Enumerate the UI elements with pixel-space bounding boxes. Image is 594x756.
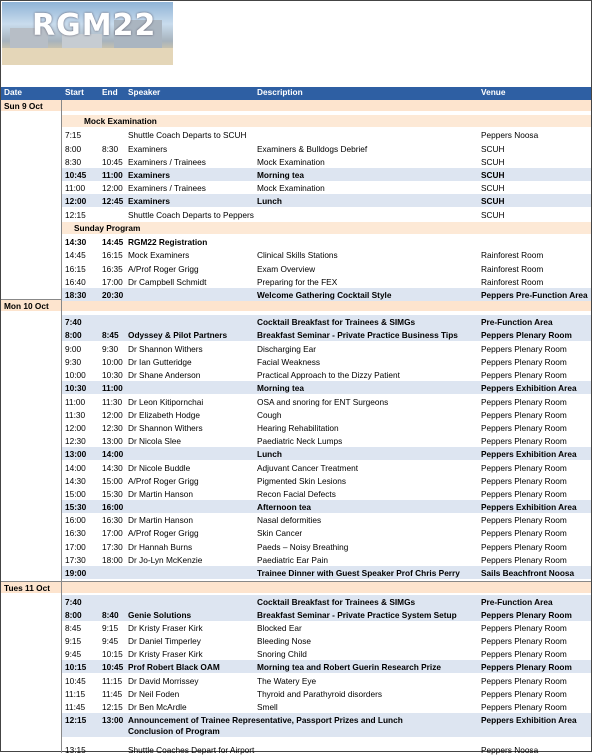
- cell-speaker: Examiners: [128, 196, 170, 206]
- cell-venue: Peppers Exhibition Area: [481, 449, 577, 459]
- table-row: [62, 395, 591, 408]
- table-header: [1, 87, 591, 100]
- cell-end: 8:45: [102, 330, 119, 340]
- cell-description: The Watery Eye: [257, 676, 317, 686]
- cell-start: 8:00: [65, 144, 82, 154]
- cell-speaker: Announcement of Trainee Representative, Passport Prizes and Lunch: [128, 715, 403, 725]
- cell-description: Lunch: [257, 196, 282, 206]
- cell-venue: Peppers Plenary Room: [481, 436, 567, 446]
- cell-speaker: Dr Ben McArdle: [128, 702, 187, 712]
- cell-speaker: Dr Jo-Lyn McKenzie: [128, 555, 203, 565]
- header-description: Description: [257, 87, 303, 97]
- cell-description: Practical Approach to the Dizzy Patient: [257, 370, 400, 380]
- cell-end: 8:40: [102, 610, 119, 620]
- cell-description: Cocktail Breakfast for Trainees & SIMGs: [257, 597, 416, 607]
- cell-end: 14:30: [102, 463, 123, 473]
- table-row: [62, 634, 591, 647]
- rgm22-logo: [2, 2, 173, 65]
- cell-end: 17:00: [102, 277, 123, 287]
- cell-description: Morning tea and Robert Guerin Research Prize: [257, 662, 441, 672]
- cell-speaker: RGM22 Registration: [128, 237, 208, 247]
- cell-end: 15:00: [102, 476, 123, 486]
- cell-speaker: A/Prof Roger Grigg: [128, 528, 199, 538]
- cell-description: Blocked Ear: [257, 623, 302, 633]
- cell-venue: Sails Beachfront Noosa: [481, 568, 575, 578]
- table-row: [62, 553, 591, 566]
- cell-end: 13:00: [102, 715, 124, 725]
- table-row: [62, 235, 591, 248]
- cell-speaker: Dr Daniel Timperley: [128, 636, 201, 646]
- cell-start: 11:30: [65, 410, 86, 420]
- cell-start: 10:45: [65, 676, 86, 686]
- cell-description: Facial Weakness: [257, 357, 321, 367]
- table-row: [62, 194, 591, 207]
- cell-end: 20:30: [102, 290, 124, 300]
- cell-description: Paediatric Neck Lumps: [257, 436, 343, 446]
- cell-end: 16:30: [102, 515, 123, 525]
- cell-description: Snoring Child: [257, 649, 307, 659]
- day-row: [1, 100, 591, 111]
- cell-end: 14:45: [102, 237, 124, 247]
- cell-start: 15:00: [65, 489, 86, 499]
- cell-start: 14:30: [65, 476, 86, 486]
- cell-description: Paeds – Noisy Breathing: [257, 542, 349, 552]
- cell-description: Morning tea: [257, 383, 305, 393]
- cell-speaker-line2: Conclusion of Program: [128, 726, 220, 736]
- cell-description: Bleeding Nose: [257, 636, 311, 646]
- table-row: [62, 700, 591, 713]
- table-row: [62, 181, 591, 194]
- table-row: [62, 262, 591, 275]
- cell-description: Paediatric Ear Pain: [257, 555, 329, 565]
- cell-description: Breakfast Seminar - Private Practice System Setup: [257, 610, 457, 620]
- section-row: [62, 115, 591, 127]
- cell-start: 17:30: [65, 555, 86, 565]
- cell-start: 14:45: [65, 250, 86, 260]
- cell-speaker: Dr Elizabeth Hodge: [128, 410, 200, 420]
- cell-venue: SCUH: [481, 210, 505, 220]
- cell-description: OSA and snoring for ENT Surgeons: [257, 397, 389, 407]
- cell-speaker: Dr Shannon Withers: [128, 344, 203, 354]
- cell-speaker: Dr Leon Kitipornchai: [128, 397, 204, 407]
- cell-description: Breakfast Seminar - Private Practice Business Tips: [257, 330, 458, 340]
- cell-start: 14:30: [65, 237, 87, 247]
- table-row: [62, 461, 591, 474]
- cell-speaker: Dr Shane Anderson: [128, 370, 201, 380]
- cell-speaker: A/Prof Roger Grigg: [128, 476, 199, 486]
- cell-end: 12:15: [102, 702, 123, 712]
- cell-description: Smell: [257, 702, 278, 712]
- cell-start: 8:00: [65, 610, 82, 620]
- cell-venue: Peppers Plenary Room: [481, 370, 567, 380]
- cell-end: 10:00: [102, 357, 123, 367]
- cell-end: 9:30: [102, 344, 119, 354]
- cell-description: Morning tea: [257, 170, 305, 180]
- cell-venue: SCUH: [481, 183, 505, 193]
- cell-venue: Peppers Exhibition Area: [481, 715, 577, 725]
- cell-end: 12:00: [102, 183, 123, 193]
- table-row: [62, 168, 591, 181]
- cell-description: Cocktail Breakfast for Trainees & SIMGs: [257, 317, 416, 327]
- cell-description: Skin Cancer: [257, 528, 303, 538]
- cell-start: 18:30: [65, 290, 87, 300]
- cell-description: Lunch: [257, 449, 282, 459]
- cell-start: 15:30: [65, 502, 87, 512]
- cell-description: Exam Overview: [257, 264, 316, 274]
- cell-start: 16:15: [65, 264, 86, 274]
- cell-description: Clinical Skills Stations: [257, 250, 338, 260]
- day-label: Sun 9 Oct: [4, 101, 43, 111]
- cell-venue: Pre-Function Area: [481, 317, 553, 327]
- day-row: [1, 300, 591, 311]
- cell-venue: Peppers Plenary Room: [481, 397, 567, 407]
- cell-start: 10:30: [65, 383, 87, 393]
- table-row: [62, 513, 591, 526]
- cell-description: Examiners & Bulldogs Debrief: [257, 144, 368, 154]
- header-start: Start: [65, 87, 84, 97]
- cell-venue: Peppers Plenary Room: [481, 463, 567, 473]
- cell-description: Recon Facial Defects: [257, 489, 336, 499]
- cell-start: 7:15: [65, 130, 82, 140]
- cell-start: 11:00: [65, 183, 86, 193]
- cell-venue: Peppers Plenary Room: [481, 676, 567, 686]
- cell-speaker: Dr Nicole Buddle: [128, 463, 191, 473]
- table-row: [62, 208, 591, 221]
- cell-start: 12:15: [65, 210, 86, 220]
- cell-venue: Rainforest Room: [481, 277, 544, 287]
- cell-start: 9:30: [65, 357, 82, 367]
- cell-start: 10:15: [65, 662, 87, 672]
- table-row: [62, 248, 591, 261]
- cell-speaker: Shuttle Coach Departs to Peppers: [128, 210, 254, 220]
- cell-venue: SCUH: [481, 196, 505, 206]
- cell-speaker: Shuttle Coaches Depart for Airport: [128, 745, 255, 755]
- cell-venue: Peppers Plenary Room: [481, 330, 572, 340]
- table-row: [62, 142, 591, 155]
- cell-start: 12:00: [65, 423, 86, 433]
- cell-end: 18:00: [102, 555, 123, 565]
- cell-speaker: Dr Neil Foden: [128, 689, 180, 699]
- cell-venue: Peppers Plenary Room: [481, 357, 567, 367]
- table-row: [62, 660, 591, 673]
- cell-venue: Peppers Exhibition Area: [481, 383, 577, 393]
- cell-description: Preparing for the FEX: [257, 277, 338, 287]
- cell-end: 12:00: [102, 410, 123, 420]
- cell-venue: Rainforest Room: [481, 264, 544, 274]
- cell-venue: Peppers Plenary Room: [481, 423, 567, 433]
- cell-description: Adjuvant Cancer Treatment: [257, 463, 358, 473]
- table-row: [62, 447, 591, 460]
- cell-end: 10:45: [102, 662, 124, 672]
- cell-start: 13:15: [65, 745, 86, 755]
- table-row: [62, 540, 591, 553]
- cell-venue: Peppers Plenary Room: [481, 528, 567, 538]
- cell-description: Thyroid and Parathyroid disorders: [257, 689, 382, 699]
- cell-start: 16:00: [65, 515, 86, 525]
- cell-end: 10:15: [102, 649, 123, 659]
- cell-end: 11:15: [102, 676, 123, 686]
- table-row: [62, 421, 591, 434]
- cell-venue: Peppers Exhibition Area: [481, 502, 577, 512]
- cell-description: Discharging Ear: [257, 344, 317, 354]
- cell-description: Welcome Gathering Cocktail Style: [257, 290, 392, 300]
- cell-speaker: Genie Solutions: [128, 610, 192, 620]
- cell-start: 11:00: [65, 397, 86, 407]
- cell-start: 8:30: [65, 157, 82, 167]
- cell-venue: SCUH: [481, 170, 505, 180]
- cell-start: 8:00: [65, 330, 82, 340]
- table-row: [62, 674, 591, 687]
- header-speaker: Speaker: [128, 87, 161, 97]
- cell-start: 9:45: [65, 649, 82, 659]
- table-row: [62, 328, 591, 341]
- table-row: [62, 434, 591, 447]
- cell-end: 11:00: [102, 383, 123, 393]
- table-row: [62, 474, 591, 487]
- cell-speaker: Odyssey & Pilot Partners: [128, 330, 228, 340]
- day-label: Tues 11 Oct: [4, 583, 50, 593]
- table-row: [62, 743, 591, 756]
- cell-end: 11:45: [102, 689, 123, 699]
- cell-speaker: Dr Martin Hanson: [128, 489, 194, 499]
- cell-end: 8:30: [102, 144, 119, 154]
- cell-end: 16:15: [102, 250, 123, 260]
- cell-start: 10:00: [65, 370, 86, 380]
- section-label: Sunday Program: [74, 223, 141, 233]
- cell-description: Nasal deformities: [257, 515, 322, 525]
- cell-venue: Peppers Plenary Room: [481, 542, 567, 552]
- cell-speaker: Examiners / Trainees: [128, 183, 206, 193]
- cell-start: 14:00: [65, 463, 86, 473]
- cell-venue: Peppers Plenary Room: [481, 662, 572, 672]
- cell-speaker: Dr Kristy Fraser Kirk: [128, 623, 203, 633]
- table-row: [62, 687, 591, 700]
- cell-end: 10:30: [102, 370, 123, 380]
- cell-start: 8:45: [65, 623, 82, 633]
- cell-start: 9:00: [65, 344, 82, 354]
- table-row: [62, 566, 591, 579]
- cell-start: 7:40: [65, 597, 82, 607]
- cell-venue: Peppers Plenary Room: [481, 702, 567, 712]
- table-row: [62, 647, 591, 660]
- cell-venue: Peppers Plenary Room: [481, 623, 567, 633]
- cell-venue: Peppers Plenary Room: [481, 515, 567, 525]
- day-row: [1, 582, 591, 593]
- cell-speaker: Shuttle Coach Departs to SCUH: [128, 130, 247, 140]
- cell-end: 14:00: [102, 449, 124, 459]
- cell-speaker: Dr Nicola Slee: [128, 436, 182, 446]
- cell-end: 12:45: [102, 196, 124, 206]
- cell-venue: Peppers Plenary Room: [481, 649, 567, 659]
- cell-venue: Peppers Plenary Room: [481, 610, 572, 620]
- cell-speaker: Examiners: [128, 144, 168, 154]
- cell-venue: Peppers Plenary Room: [481, 476, 567, 486]
- cell-venue: Peppers Plenary Room: [481, 489, 567, 499]
- table-row: [62, 155, 591, 168]
- table-row: [62, 713, 591, 737]
- cell-venue: SCUH: [481, 144, 505, 154]
- cell-venue: Peppers Plenary Room: [481, 689, 567, 699]
- cell-speaker: Examiners: [128, 170, 170, 180]
- header-venue: Venue: [481, 87, 506, 97]
- cell-end: 16:35: [102, 264, 123, 274]
- row-separator: [1, 581, 591, 582]
- table-row: [62, 315, 591, 328]
- cell-speaker: Dr Campbell Schmidt: [128, 277, 207, 287]
- cell-venue: Peppers Noosa: [481, 130, 539, 140]
- cell-start: 10:45: [65, 170, 87, 180]
- logo-text: RGM22: [32, 8, 157, 43]
- cell-end: 13:00: [102, 436, 123, 446]
- table-row: [62, 368, 591, 381]
- cell-speaker: Dr Ian Gutteridge: [128, 357, 192, 367]
- cell-start: 17:00: [65, 542, 86, 552]
- cell-speaker: Examiners / Trainees: [128, 157, 206, 167]
- table-row: [62, 381, 591, 394]
- table-row: [62, 128, 591, 141]
- cell-end: 15:30: [102, 489, 123, 499]
- cell-end: 17:00: [102, 528, 123, 538]
- cell-venue: Peppers Plenary Room: [481, 344, 567, 354]
- cell-start: 13:00: [65, 449, 87, 459]
- cell-description: Hearing Rehabilitation: [257, 423, 339, 433]
- cell-venue: Peppers Pre-Function Area: [481, 290, 588, 300]
- cell-start: 11:15: [65, 689, 86, 699]
- banner: [1, 1, 591, 88]
- table-row: [62, 408, 591, 421]
- cell-start: 19:00: [65, 568, 87, 578]
- table-row: [62, 595, 591, 608]
- cell-speaker: Mock Examiners: [128, 250, 190, 260]
- cell-speaker: Dr Hannah Burns: [128, 542, 193, 552]
- cell-start: 16:30: [65, 528, 86, 538]
- cell-end: 9:45: [102, 636, 119, 646]
- cell-end: 11:00: [102, 170, 123, 180]
- cell-description: Cough: [257, 410, 282, 420]
- cell-start: 12:00: [65, 196, 87, 206]
- cell-speaker: Prof Robert Black OAM: [128, 662, 220, 672]
- table-row: [62, 500, 591, 513]
- table-row: [62, 487, 591, 500]
- cell-venue: Peppers Noosa: [481, 745, 539, 755]
- cell-venue: Rainforest Room: [481, 250, 544, 260]
- section-label: Mock Examination: [84, 116, 157, 126]
- cell-speaker: Dr Kristy Fraser Kirk: [128, 649, 203, 659]
- table-row: [62, 355, 591, 368]
- cell-end: 9:15: [102, 623, 119, 633]
- cell-end: 10:45: [102, 157, 123, 167]
- cell-start: 7:40: [65, 317, 82, 327]
- table-row: [62, 275, 591, 288]
- cell-start: 16:40: [65, 277, 86, 287]
- cell-start: 12:15: [65, 715, 87, 725]
- cell-speaker: Dr Martin Hanson: [128, 515, 194, 525]
- cell-speaker: Dr David Morrissey: [128, 676, 199, 686]
- cell-end: 17:30: [102, 542, 123, 552]
- cell-start: 9:15: [65, 636, 82, 646]
- cell-description: Mock Examination: [257, 183, 325, 193]
- table-row: [62, 621, 591, 634]
- cell-description: Pigmented Skin Lesions: [257, 476, 347, 486]
- table-row: [62, 526, 591, 539]
- table-row: [62, 342, 591, 355]
- cell-start: 11:45: [65, 702, 86, 712]
- cell-end: 12:30: [102, 423, 123, 433]
- cell-start: 12:30: [65, 436, 86, 446]
- cell-speaker: A/Prof Roger Grigg: [128, 264, 199, 274]
- cell-venue: Peppers Plenary Room: [481, 555, 567, 565]
- cell-venue: Peppers Plenary Room: [481, 410, 567, 420]
- cell-description: Mock Examination: [257, 157, 325, 167]
- header-end: End: [102, 87, 118, 97]
- cell-speaker: Dr Shannon Withers: [128, 423, 203, 433]
- table-row: [62, 608, 591, 621]
- cell-end: 11:30: [102, 397, 123, 407]
- cell-venue: Peppers Plenary Room: [481, 636, 567, 646]
- cell-description: Afternoon tea: [257, 502, 311, 512]
- cell-venue: Pre-Function Area: [481, 597, 553, 607]
- header-date: Date: [4, 87, 22, 97]
- cell-description: Trainee Dinner with Guest Speaker Prof Chris Perry: [257, 568, 460, 578]
- cell-end: 16:00: [102, 502, 124, 512]
- cell-venue: SCUH: [481, 157, 505, 167]
- section-row: [62, 222, 591, 234]
- table-row: [62, 288, 591, 301]
- day-label: Mon 10 Oct: [4, 301, 49, 311]
